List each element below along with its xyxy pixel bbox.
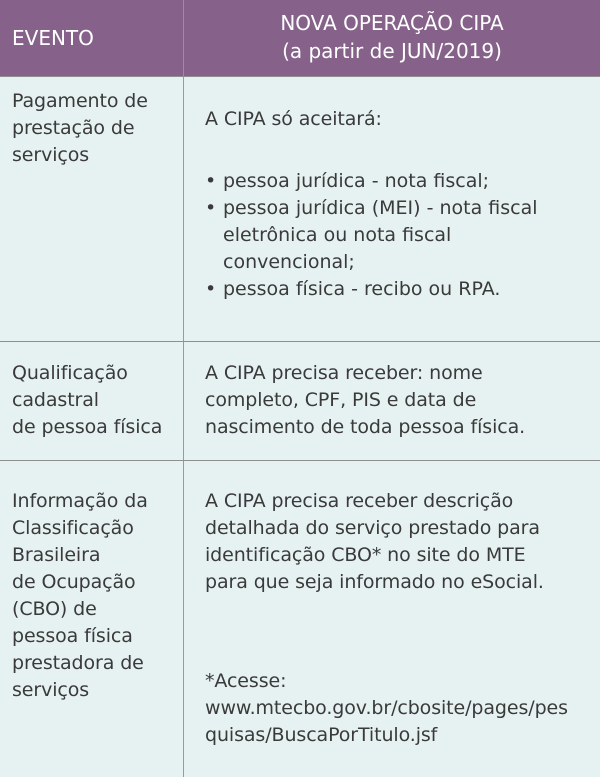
header-nova-operacao <box>184 0 600 76</box>
operation-bullet-list <box>205 168 600 303</box>
operation-cell <box>184 342 600 460</box>
mte-link[interactable]: www.mtecbo.gov.br/cbosite/pages/pes quisas/BuscaPorTitulo.jsf <box>205 697 568 746</box>
list-item: • pessoa jurídica (MEI) - nota fiscal eletrônica ou nota fiscal convencional; <box>205 195 600 276</box>
event-label: Qualificação cadastral de pessoa física <box>12 362 163 438</box>
event-label: Informação da Classificação Brasileira de Ocupação (CBO) de pessoa física prestadora de serviços <box>12 490 148 701</box>
table-row <box>0 77 600 342</box>
list-item: • pessoa física - recibo ou RPA. <box>205 276 600 303</box>
event-cell <box>0 461 184 777</box>
operation-cell <box>184 77 600 341</box>
header-subtitle: (a partir de JUN/2019) <box>282 39 502 63</box>
table-row <box>0 461 600 777</box>
note-label: *Acesse: <box>205 670 287 692</box>
event-label: Pagamento de prestação de serviços <box>12 90 148 166</box>
operation-intro: A CIPA só aceitará: <box>205 108 382 130</box>
header-title: NOVA OPERAÇÃO CIPA <box>280 11 504 35</box>
list-item: • pessoa jurídica - nota fiscal; <box>205 168 600 195</box>
header-evento-label: EVENTO <box>12 26 94 50</box>
operation-text: A CIPA precisa receber descrição detalhada do serviço prestado para identificação CBO* no site do MTE para que seja informado no eSocial. <box>205 490 544 593</box>
operation-cell <box>184 461 600 777</box>
event-cell <box>0 77 184 341</box>
header-evento <box>0 0 184 76</box>
operation-text: A CIPA precisa receber: nome completo, CPF, PIS e data de nascimento de toda pessoa física. <box>205 362 526 438</box>
table-row <box>0 342 600 461</box>
event-cell <box>0 342 184 460</box>
table-header <box>0 0 600 77</box>
